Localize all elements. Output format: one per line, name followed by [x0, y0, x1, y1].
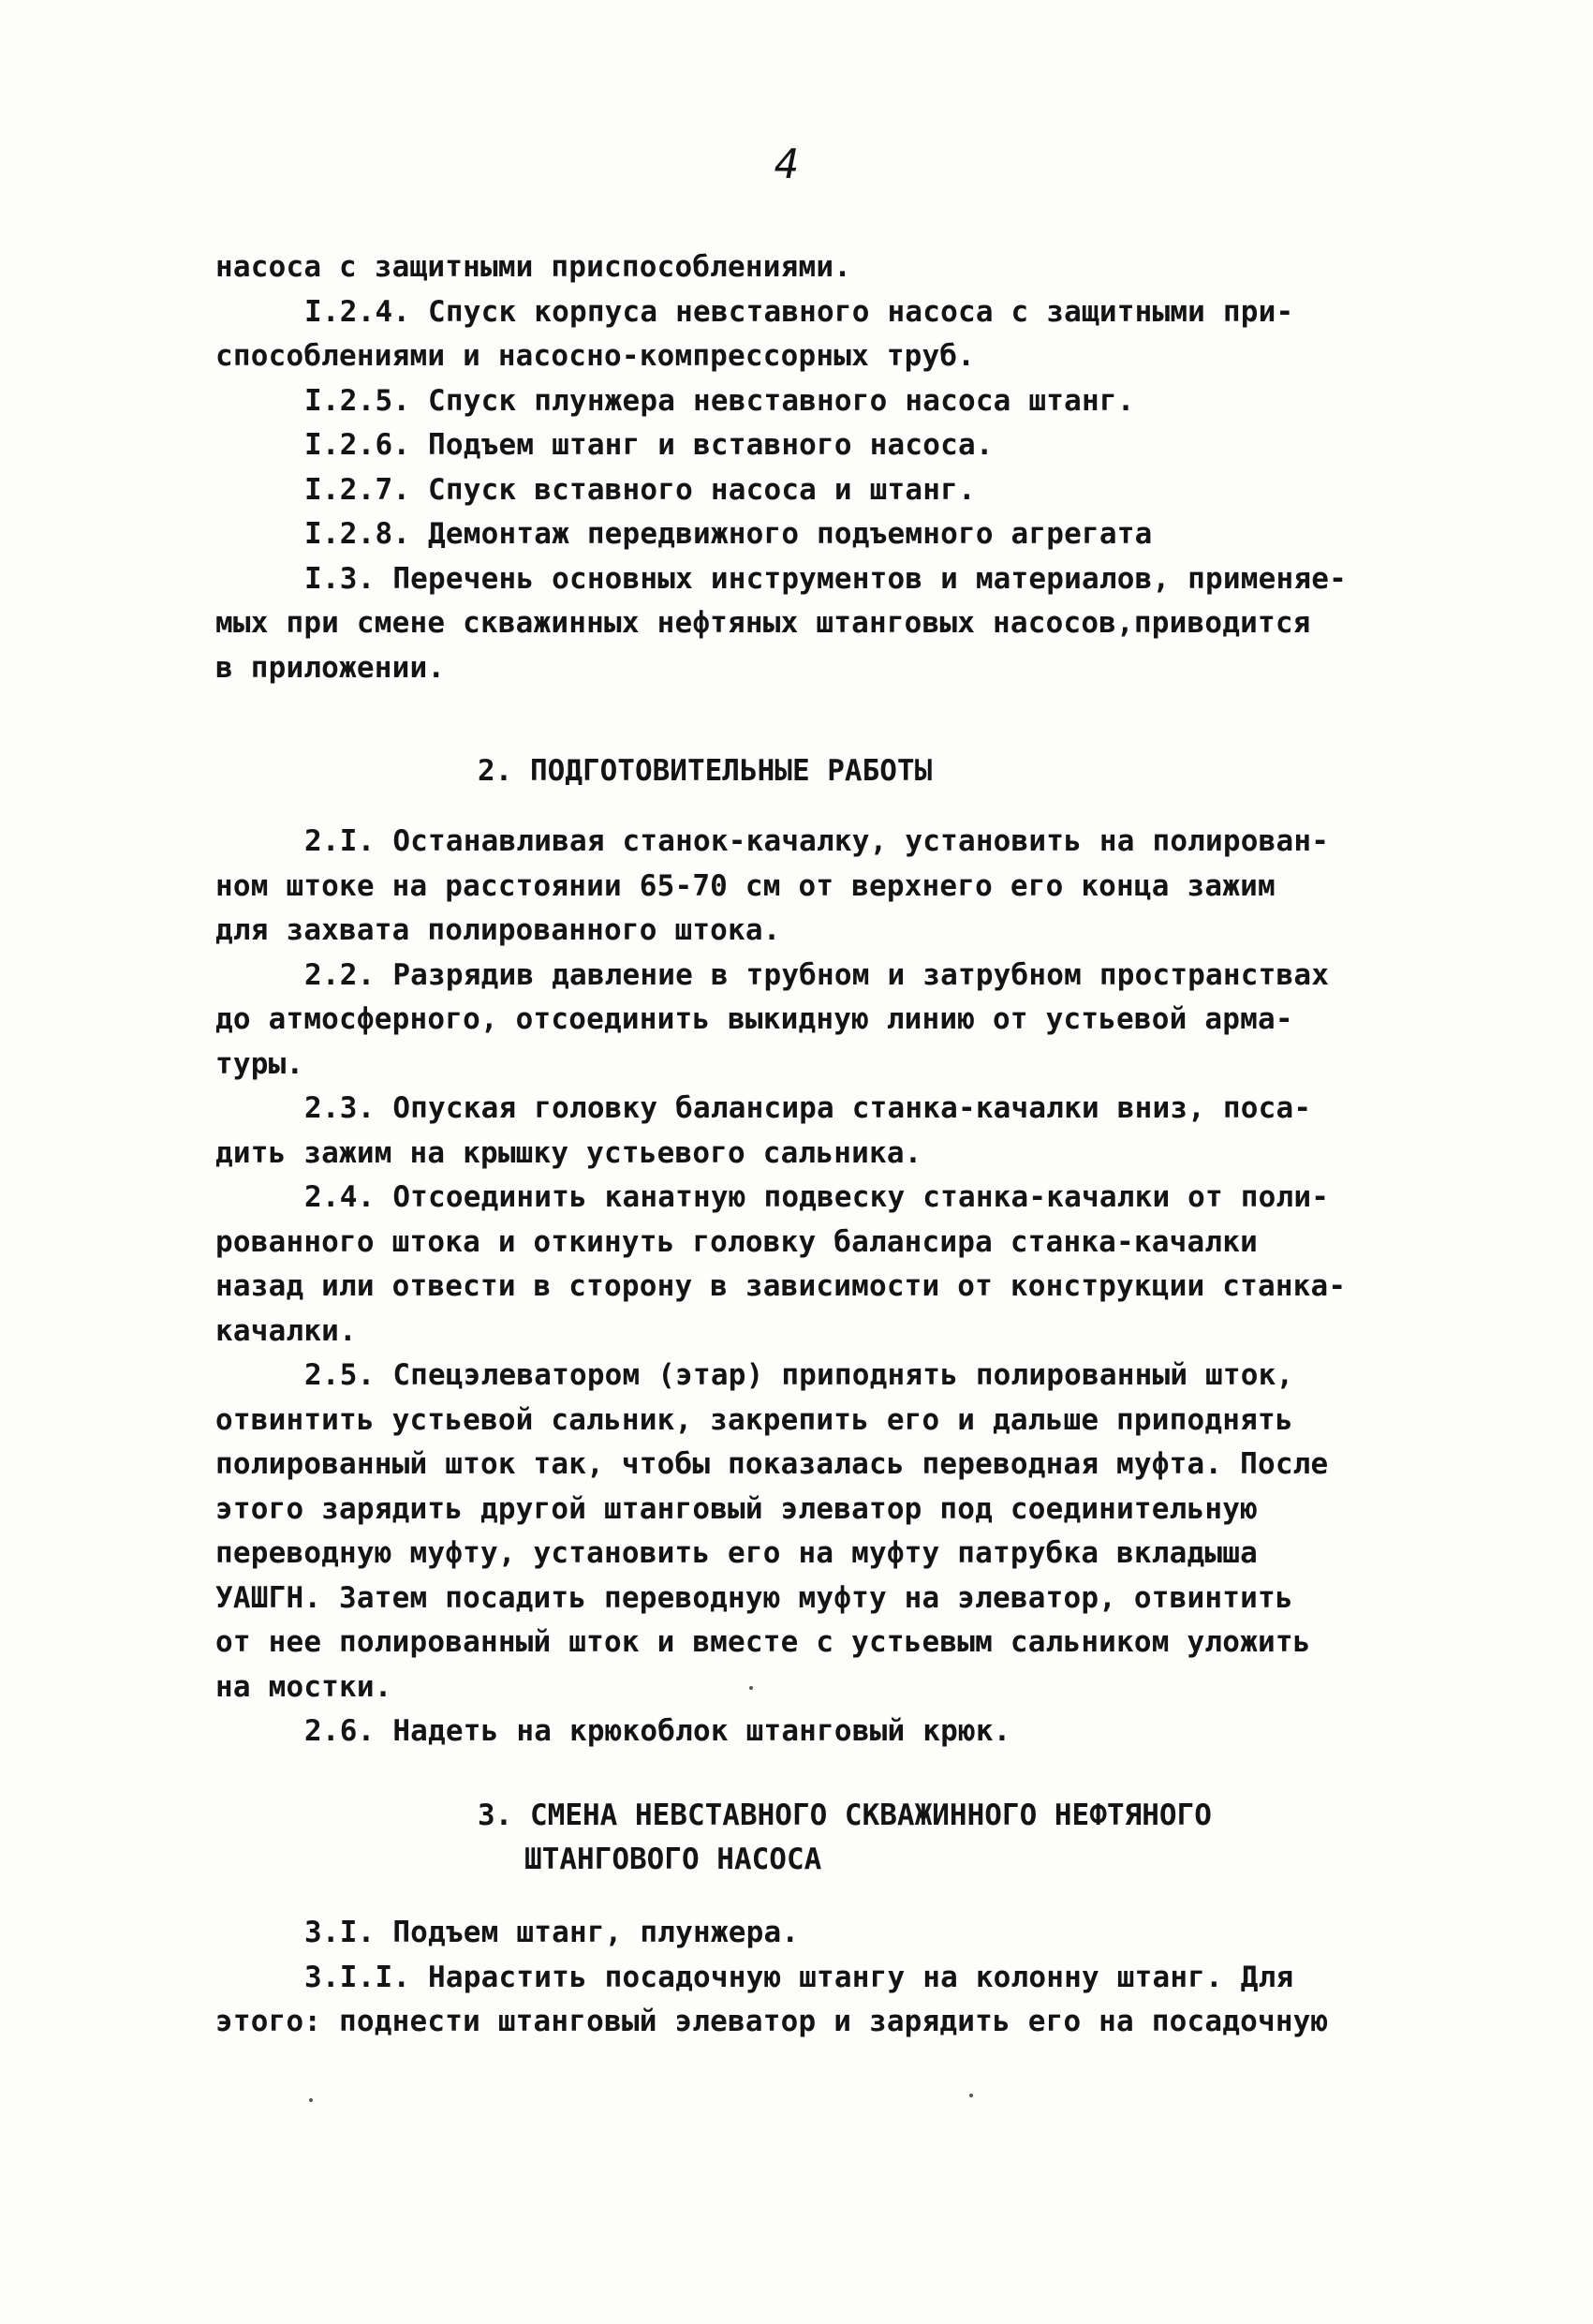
text-line: для захвата полированного штока.: [215, 913, 781, 947]
text-line: качалки.: [215, 1313, 357, 1348]
section2-heading: 2. ПОДГОТОВИТЕЛЬНЫЕ РАБОТЫ: [478, 754, 933, 788]
text-line: 2.3. Опуская головку балансира станка-качалки вниз, поса-: [304, 1091, 1312, 1125]
text-line: переводную муфту, установить его на муфту патрубка вкладыша: [215, 1536, 1258, 1570]
text-line: мых при смене скважинных нефтяных штанговых насосов,приводится: [215, 606, 1311, 640]
text-line: назад или отвести в сторону в зависимости от конструкции станка-: [215, 1269, 1347, 1303]
text-line: дить зажим на крышку устьевого сальника.: [215, 1135, 922, 1170]
text-line: этого зарядить другой штанговый элеватор под соединительную: [215, 1491, 1258, 1526]
text-line: 2.4. Отсоединить канатную подвеску станка-качалки от поли-: [304, 1180, 1330, 1214]
text-line: I.2.5. Спуск плунжера невставного насоса штанг.: [304, 383, 1135, 418]
text-line: ном штоке на расстоянии 65-70 см от верхнего его конца зажим: [215, 868, 1276, 903]
text-line: 2.5. Спецэлеватором (этар) приподнять полированный шток,: [304, 1358, 1294, 1392]
text-line: УАШГН. Затем посадить переводную муфту на элеватор, отвинтить: [215, 1580, 1293, 1615]
text-line: туры.: [215, 1046, 304, 1081]
text-line: I.2.6. Подъем штанг и вставного насоса.: [304, 428, 994, 462]
text-line: до атмосферного, отсоединить выкидную линию от устьевой арма-: [215, 1002, 1293, 1036]
scan-speck: [969, 2094, 973, 2097]
text-line: I.2.7. Спуск вставного насоса и штанг.: [304, 472, 976, 507]
section3-heading-line2: ШТАНГОВОГО НАСОСА: [524, 1843, 822, 1876]
section3-heading-line1: 3. СМЕНА НЕВСТАВНОГО СКВАЖИННОГО НЕФТЯНОГО: [478, 1799, 1212, 1832]
text-line: I.3. Перечень основных инструментов и материалов, применяе-: [304, 561, 1347, 596]
text-line: в приложении.: [215, 650, 446, 685]
text-line: 3.I.I. Нарастить посадочную штангу на колонну штанг. Для: [304, 1960, 1294, 1994]
text-line: на мостки.: [215, 1669, 392, 1704]
text-line: 2.2. Разрядив давление в трубном и затрубном пространствах: [304, 957, 1330, 992]
section2-body: [215, 820, 1409, 1754]
text-line: рованного штока и откинуть головку балансира станка-качалки: [215, 1224, 1258, 1259]
text-line: отвинтить устьевой сальник, закрепить его и дальше приподнять: [215, 1402, 1293, 1437]
text-line: полированный шток так, чтобы показалась переводная муфта. После: [215, 1447, 1329, 1481]
text-line: от нее полированный шток и вместе с устьевым сальником уложить: [215, 1625, 1311, 1659]
text-line: 3.I. Подъем штанг, плунжера.: [304, 1916, 800, 1949]
text-line: I.2.4. Спуск корпуса невставного насоса с защитными при-: [304, 294, 1294, 329]
text-line: I.2.8. Демонтаж передвижного подъемного агрегата: [304, 517, 1153, 551]
text-line: 2.6. Надеть на крюкоблок штанговый крюк.: [304, 1714, 1011, 1748]
text-line: насоса с защитными приспособлениями.: [215, 250, 852, 284]
scan-speck: [309, 2098, 313, 2102]
text-line: этого: поднести штанговый элеватор и зарядить его на посадочную: [215, 2005, 1329, 2038]
scan-speck: [749, 1686, 753, 1690]
section3-body: [215, 1911, 1409, 2045]
text-line: способлениями и насосно-компрессорных труб.: [215, 339, 976, 373]
page-number: 4: [774, 141, 800, 188]
text-line: 2.I. Останавливая станок-качалку, установить на полирован-: [304, 824, 1330, 858]
section1-continuation: [215, 245, 1409, 690]
